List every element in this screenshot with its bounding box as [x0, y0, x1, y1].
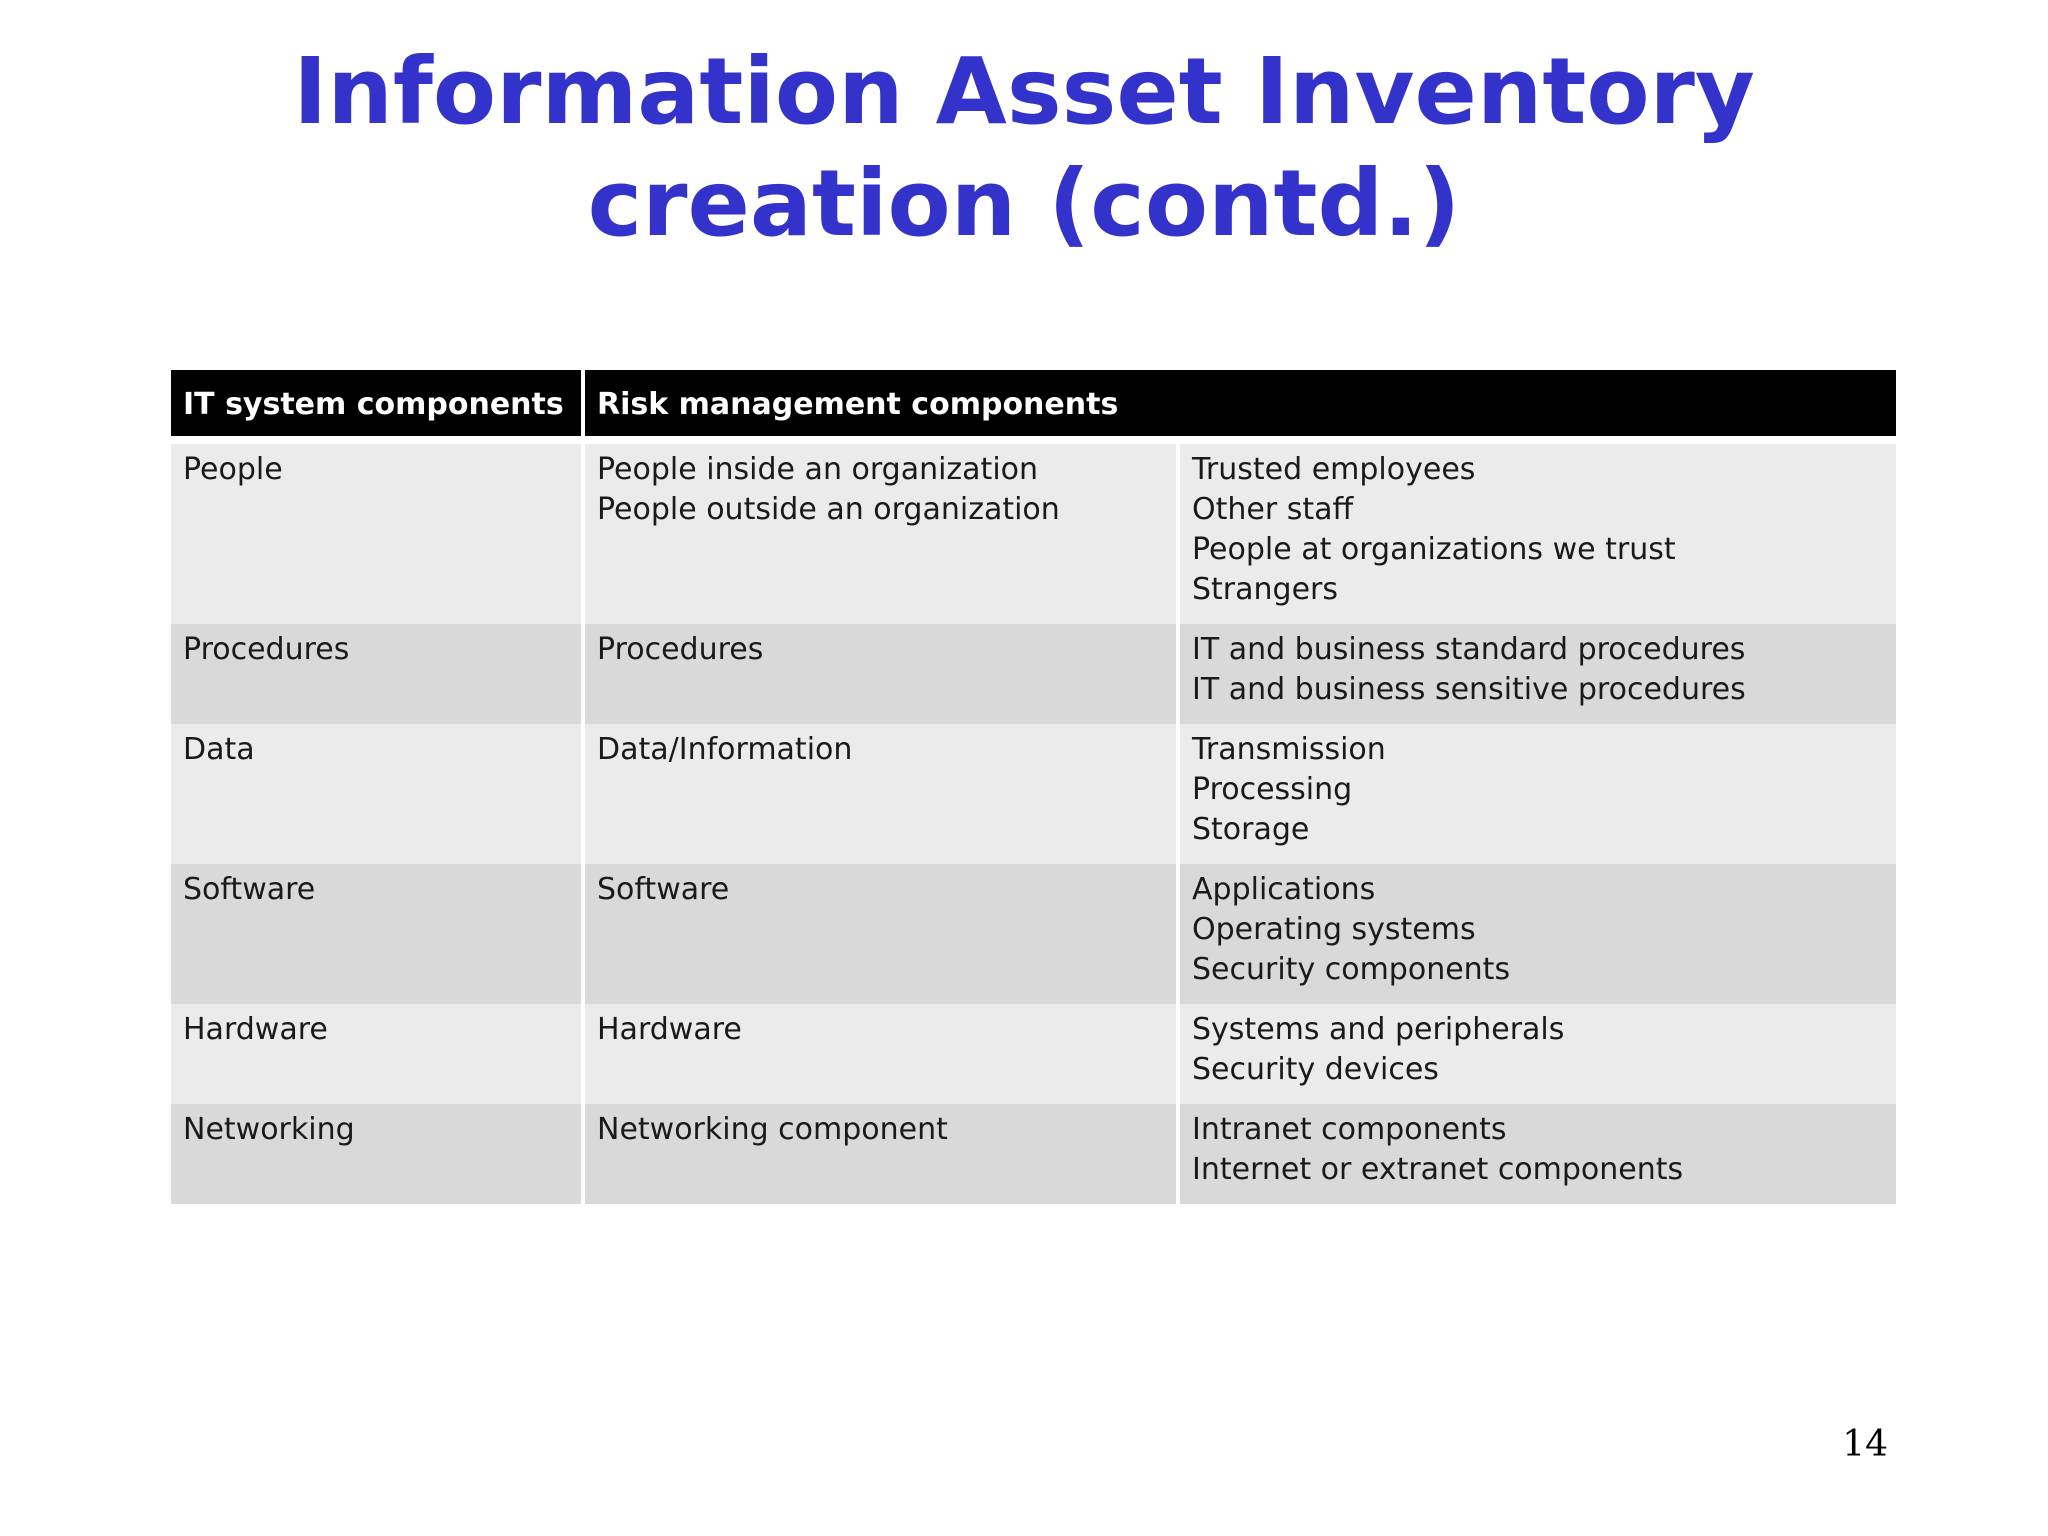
page-number: 14: [1842, 1424, 1888, 1465]
cell-it-component: Software: [171, 864, 581, 1004]
cell-risk-components: [585, 1104, 1176, 1204]
cell-it-component: Procedures: [171, 624, 581, 724]
risk-component-item: Data/Information: [597, 732, 853, 767]
detail-item: People at organizations we trust: [1192, 532, 1676, 567]
table-body: [171, 444, 1896, 1204]
risk-component-item: People inside an organization: [597, 452, 1039, 487]
detail-item: Systems and peripherals: [1192, 1012, 1565, 1047]
table-header-row: [171, 370, 1896, 436]
risk-component-item: Procedures: [597, 632, 764, 667]
header-risk-management-components: Risk management components: [585, 370, 1896, 436]
slide-title-line-1: Information Asset Inventory: [293, 38, 1755, 145]
cell-details: [1180, 1004, 1896, 1104]
cell-it-component: Data: [171, 724, 581, 864]
detail-item: Processing: [1192, 772, 1353, 807]
table-row: [171, 1104, 1896, 1204]
table-row: [171, 444, 1896, 624]
slide-title-line-2: creation (contd.): [587, 150, 1461, 257]
detail-item: Transmission: [1192, 732, 1386, 767]
asset-table-container: [171, 370, 1896, 1204]
detail-item: Intranet components: [1192, 1112, 1507, 1147]
detail-item: Strangers: [1192, 572, 1339, 607]
detail-item: Security devices: [1192, 1052, 1439, 1087]
table-row: [171, 864, 1896, 1004]
detail-item: Trusted employees: [1192, 452, 1476, 487]
header-it-system-components: IT system components: [171, 370, 581, 436]
cell-details: [1180, 444, 1896, 624]
cell-risk-components: [585, 864, 1176, 1004]
cell-risk-components: [585, 624, 1176, 724]
table-row: [171, 724, 1896, 864]
cell-it-component: Networking: [171, 1104, 581, 1204]
detail-item: IT and business standard procedures: [1192, 632, 1746, 667]
cell-it-component: Hardware: [171, 1004, 581, 1104]
cell-it-component: People: [171, 444, 581, 624]
cell-risk-components: [585, 724, 1176, 864]
detail-item: Other staff: [1192, 492, 1354, 527]
header-gap: [171, 436, 1896, 444]
cell-details: [1180, 624, 1896, 724]
table-row: [171, 624, 1896, 724]
detail-item: IT and business sensitive procedures: [1192, 672, 1746, 707]
risk-component-item: People outside an organization: [597, 492, 1060, 527]
risk-component-item: Networking component: [597, 1112, 948, 1147]
detail-item: Operating systems: [1192, 912, 1476, 947]
cell-details: [1180, 864, 1896, 1004]
detail-item: Security components: [1192, 952, 1511, 987]
slide-title: [0, 36, 2048, 260]
table-row: [171, 1004, 1896, 1104]
detail-item: Internet or extranet components: [1192, 1152, 1684, 1187]
cell-risk-components: [585, 1004, 1176, 1104]
cell-details: [1180, 1104, 1896, 1204]
detail-item: Storage: [1192, 812, 1310, 847]
risk-component-item: Software: [597, 872, 730, 907]
risk-component-item: Hardware: [597, 1012, 742, 1047]
detail-item: Applications: [1192, 872, 1376, 907]
cell-details: [1180, 724, 1896, 864]
cell-risk-components: [585, 444, 1176, 624]
asset-inventory-table: [167, 370, 1900, 1204]
